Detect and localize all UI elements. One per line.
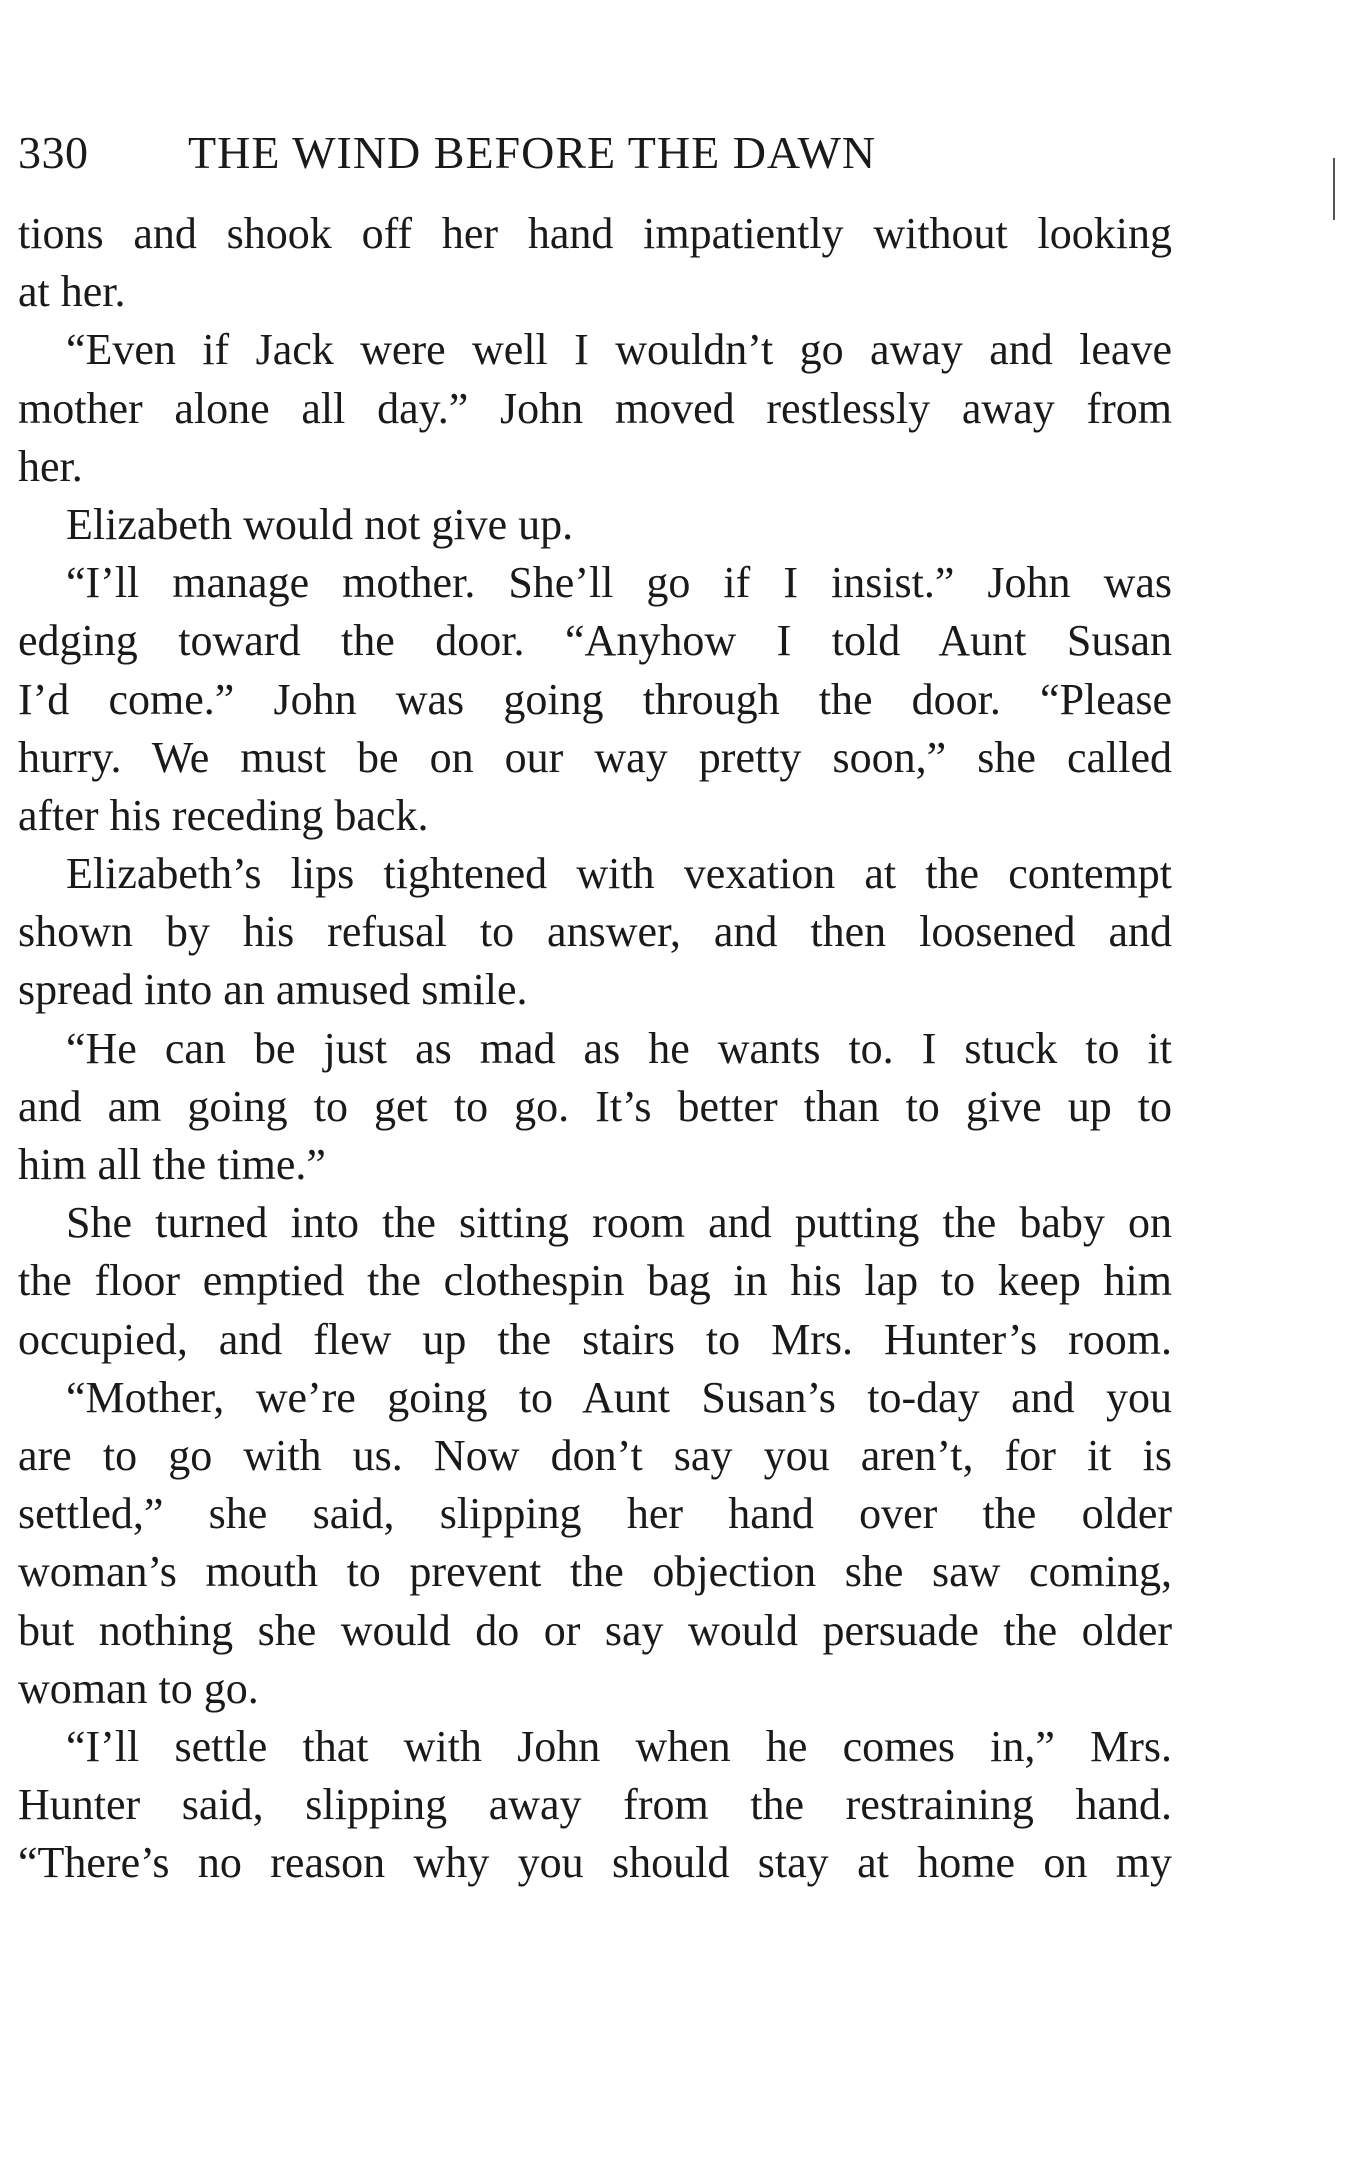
text-line: at her. bbox=[18, 267, 126, 317]
text-line: “Even if Jack were well I wouldn’t go away and leave bbox=[66, 325, 1172, 375]
text-line: mother alone all day.” John moved restlessly away from bbox=[18, 383, 1172, 433]
text-line: “I’ll manage mother. She’ll go if I insist.” John was bbox=[66, 558, 1172, 608]
text-line: spread into an amused smile. bbox=[18, 965, 528, 1015]
text-line: the floor emptied the clothespin bag in his lap to keep him bbox=[18, 1256, 1172, 1306]
text-line: “I’ll settle that with John when he comes in,” Mrs. bbox=[66, 1721, 1172, 1771]
margin-mark bbox=[1333, 158, 1335, 220]
text-line: tions and shook off her hand impatiently without looking bbox=[18, 209, 1172, 258]
page-number: 330 bbox=[18, 127, 89, 178]
text-line: occupied, and flew up the stairs to Mrs. Hunter’s room. bbox=[18, 1314, 1172, 1364]
text-line: Elizabeth’s lips tightened with vexation at the contempt bbox=[66, 849, 1172, 899]
text-line: woman’s mouth to prevent the objection she saw coming, bbox=[18, 1547, 1172, 1597]
text-line: after his receding back. bbox=[18, 790, 429, 840]
running-header bbox=[18, 126, 1018, 186]
text-line: are to go with us. Now don’t say you aren’t, for it is bbox=[18, 1430, 1172, 1480]
text-line: Hunter said, slipping away from the restraining hand. bbox=[18, 1780, 1172, 1830]
running-title: THE WIND BEFORE THE DAWN bbox=[188, 127, 877, 178]
text-line: her. bbox=[18, 441, 83, 491]
text-line: “He can be just as mad as he wants to. I stuck to it bbox=[66, 1023, 1172, 1073]
text-line: shown by his refusal to answer, and then loosened and bbox=[18, 907, 1172, 957]
text-line: settled,” she said, slipping her hand over the older bbox=[18, 1489, 1172, 1539]
text-line: Elizabeth would not give up. bbox=[66, 499, 574, 549]
body-text bbox=[18, 205, 1172, 1892]
text-line: “There’s no reason why you should stay at home on my bbox=[18, 1838, 1172, 1888]
text-line: edging toward the door. “Anyhow I told Aunt Susan bbox=[18, 616, 1172, 666]
text-line: and am going to get to go. It’s better than to give up to bbox=[18, 1081, 1172, 1131]
text-line: “Mother, we’re going to Aunt Susan’s to-day and you bbox=[66, 1372, 1172, 1422]
text-line: but nothing she would do or say would persuade the older bbox=[18, 1605, 1172, 1655]
text-line: woman to go. bbox=[18, 1663, 259, 1713]
text-line: She turned into the sitting room and putting the baby on bbox=[66, 1198, 1172, 1248]
text-line: him all the time.” bbox=[18, 1140, 326, 1189]
text-line: hurry. We must be on our way pretty soon,” she called bbox=[18, 732, 1172, 782]
text-line: I’d come.” John was going through the door. “Please bbox=[18, 674, 1172, 724]
